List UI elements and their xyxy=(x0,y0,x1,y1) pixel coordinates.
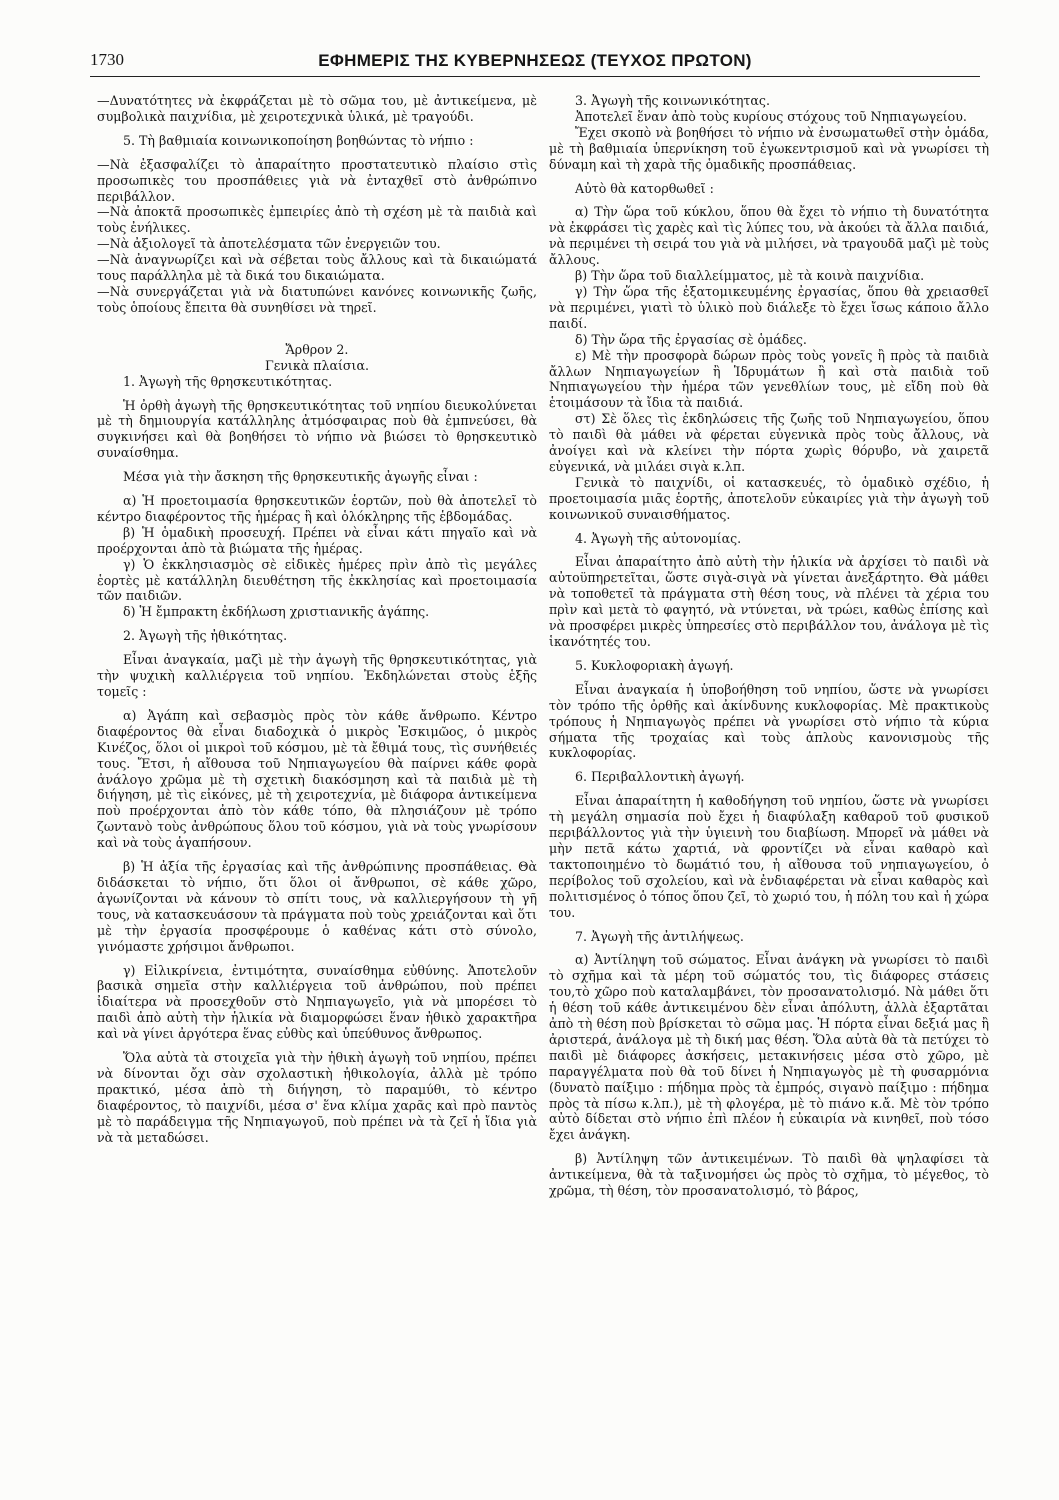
list-item: στ) Σὲ ὅλες τὶς ἐκδηλώσεις τῆς ζωῆς τοῦ Νηπιαγωγείου, ὅπου τὸ παιδὶ θὰ μάθει νὰ φέρεται εὐγενικὰ πρὸς τοὺς ἄλλους, νὰ ἀνοίγει καὶ νὰ κλείνει τὴν πόρτα χωρὶς θόρυβο, νὰ χαιρετᾶ εὐγενικά, νὰ μιλάει σιγὰ κ.λπ. xyxy=(549,411,989,474)
paragraph: Αὐτὸ θὰ κατορθωθεῖ : xyxy=(575,180,714,196)
paragraph: Εἶναι ἀπαραίτητο ἀπὸ αὐτὴ τὴν ἡλικία νὰ ἀρχίσει τὸ παιδὶ νὰ αὐτοϋπηρετεῖται, ὥστε σιγὰ-σιγὰ νὰ γίνεται ἀνεξάρτητο. Θὰ μάθει νὰ τοποθετεῖ τὰ πράγματα στὴ θέση τους, νὰ πλένει τὰ χέρια του πρὶν καὶ μετὰ τὸ φαγητό, νὰ ντύνεται, νὰ τρώει, καθὼς ἐπίσης καὶ νὰ προσφέρει μικρὲς ὑπηρεσίες στὸ περιβάλλον του, ἀνάλογα μὲ τὶς ἱκανότητές του. xyxy=(549,554,989,649)
paragraph: Εἶναι ἀναγκαία, μαζὶ μὲ τὴν ἀγωγὴ τῆς θρησκευτικότητας, γιὰ τὴν ψυχικὴ καλλιέργεια τοῦ νηπίου. Ἐκδηλώνεται στοὺς ἑξῆς τομεῖς : xyxy=(97,652,537,699)
paragraph: —Νὰ ἐξασφαλίζει τὸ ἀπαραίτητο προστατευτικὸ πλαίσιο στὶς προσωπικὲς του προσπάθειες γιὰ νὰ ἐνταχθεῖ στὸ ἀνθρώπινο περιβάλλον. xyxy=(97,156,537,204)
list-item: δ) Ἡ ἔμπρακτη ἐκδήλωση χριστιανικῆς ἀγάπης. xyxy=(123,604,430,620)
paragraph: —Δυνατότητες νὰ ἐκφράζεται μὲ τὸ σῶμα του, μὲ ἀντικείμενα, μὲ συμβολικὰ παιχνίδια, μὲ χειροτεχνικὰ ὑλικά, μὲ τραγούδι. xyxy=(97,93,537,124)
list-item: β) Τὴν ὥρα τοῦ διαλλείμματος, μὲ τὰ κοινὰ παιχνίδια. xyxy=(575,268,925,284)
paragraph: —Νὰ ἀξιολογεῖ τὰ ἀποτελέσματα τῶν ἐνεργειῶν του. xyxy=(97,236,441,252)
list-item: α) Ἀγάπη καὶ σεβασμὸς πρὸς τὸν κάθε ἄνθρωπο. Κέντρο διαφέροντος θὰ εἶναι διαδοχικὰ ὁ μικρὸς Ἐσκιμῶος, ὁ μικρὸς Κινέζος, ὅλοι οἱ μικροὶ τοῦ κόσμου, μὲ τὰ ἔθιμά τους, τὶς συνήθειές τους. Ἔτσι, ἡ αἴθουσα τοῦ Νηπιαγωγείου θὰ παίρνει κάθε φορὰ ἀνάλογο χρῶμα μὲ τὴ σχετικὴ διακόσμηση καὶ τὰ παιδιὰ μὲ τὴ διήγηση, μὲ τὶς εἰκόνες, μὲ τὴ χειροτεχνία, μὲ διάφορα ἀντικείμενα ποὺ προέρχονται ἀπὸ τὸν κάθε τόπο, θὰ πλησιάζουν μὲ τρόπο ζωντανὸ τοὺς ἀνθρώπους ὅλου τοῦ κόσμου, γιὰ νὰ τοὺς γνωρίσουν καὶ νὰ τοὺς ἀγαπήσουν. xyxy=(97,707,537,851)
subsection-heading: 2. Ἀγωγὴ τῆς ἠθικότητας. xyxy=(123,628,288,644)
page-header xyxy=(90,50,980,77)
paragraph: Ἀποτελεῖ ἕναν ἀπὸ τοὺς κυρίους στόχους τοῦ Νηπιαγωγείου. xyxy=(575,108,967,124)
list-item: ε) Μὲ τὴν προσφορὰ δώρων πρὸς τοὺς γονεῖς ἢ πρὸς τὰ παιδιὰ ἄλλων Νηπιαγωγείων ἢ Ἱδρυμάτων ἢ καὶ στὰ παιδιὰ τοῦ Νηπιαγωγείου τὴν ἡμέρα τῶν γενεθλίων τους, μὲ εἴδη ποὺ θὰ ἑτοιμάσουν τὰ ἴδια τὰ παιδιά. xyxy=(549,347,989,411)
right-column xyxy=(549,93,989,1199)
list-item: α) Ἡ προετοιμασία θρησκευτικῶν ἑορτῶν, ποὺ θὰ ἀποτελεῖ τὸ κέντρο διαφέροντος τῆς ἡμέρας ἢ καὶ ὁλόκληρης τῆς ἑβδομάδας. xyxy=(97,493,537,524)
section-heading: Γενικὰ πλαίσια. xyxy=(265,357,369,373)
paragraph: —Νὰ ἀναγνωρίζει καὶ νὰ σέβεται τοὺς ἄλλους καὶ τὰ δικαιώματά τους παράλληλα μὲ τὰ δικά του δικαιώματα. xyxy=(97,252,537,284)
left-column xyxy=(97,93,537,1145)
article-heading: Ἄρθρον 2. xyxy=(285,341,349,357)
list-item: β) Ἡ ἀξία τῆς ἐργασίας καὶ τῆς ἀνθρώπινης προσπάθειας. Θὰ διδάσκεται τὸ νήπιο, ὅτι ὅλοι οἱ ἄνθρωποι, σὲ κάθε χῶρο, ἀγωνίζονται νὰ κάνουν τὸ σπίτι τους, νὰ καλλιεργήσουν τὴ γῆ τους, νὰ κατασκευάσουν τὰ πράγματα ποὺ τοὺς χρειάζονται καὶ ὅτι μὲ τὴν ἐργασία προσφέρουμε ὁ καθένας κάτι στὸ σύνολο, γινόμαστε χρήσιμοι ἄνθρωποι. xyxy=(97,859,537,954)
subsection-heading: 7. Ἀγωγὴ τῆς ἀντιλήψεως. xyxy=(575,928,744,944)
paragraph: Ὅλα αὐτὰ τὰ στοιχεῖα γιὰ τὴν ἠθικὴ ἀγωγὴ τοῦ νηπίου, πρέπει νὰ δίνονται ὄχι σὰν σχολαστικὴ ἠθικολογία, ἀλλὰ μὲ τρόπο πρακτικό, μέσα ἀπὸ τὴ διήγηση, τὸ παραμύθι, τὸ κέντρο διαφέροντος, τὸ παιχνίδι, μέσα σ' ἕνα κλίμα χαρᾶς καὶ πρὸ παντὸς μὲ τὸ παράδειγμα τῆς Νηπιαγωγοῦ, ποὺ πρέπει νὰ τὰ ζεῖ ἡ ἴδια γιὰ νὰ τὰ μεταδώσει. xyxy=(97,1050,537,1145)
subsection-heading: 3. Ἀγωγὴ τῆς κοινωνικότητας. xyxy=(575,93,770,108)
subsection-heading: 1. Ἀγωγὴ τῆς θρησκευτικότητας. xyxy=(123,373,333,389)
numbered-item: 5. Τὴ βαθμιαία κοινωνικοποίηση βοηθώντας τὸ νήπιο : xyxy=(123,132,474,148)
list-item: δ) Τὴν ὥρα τῆς ἐργασίας σὲ ὁμάδες. xyxy=(575,331,807,347)
list-item: β) Ἀντίληψη τῶν ἀντικειμένων. Τὸ παιδὶ θὰ ψηλαφίσει τὰ ἀντικείμενα, θὰ τὰ ταξινομήσει ὡς πρὸς τὸ σχῆμα, τὸ μέγεθος, τὸ χρῶμα, τὴ θέση, τὸν προσανατολισμό, τὸ βάρος, xyxy=(549,1151,989,1199)
list-item: α) Ἀντίληψη τοῦ σώματος. Εἶναι ἀνάγκη νὰ γνωρίσει τὸ παιδὶ τὸ σχῆμα καὶ τὰ μέρη τοῦ σώματός του, τὶς διάφορες στάσεις του,τὸ χῶρο ποὺ καταλαμβάνει, τὸν προσανατολισμό. Νὰ μάθει ὅτι ἡ θέση τοῦ κάθε ἀντικειμένου δὲν εἶναι ἀπόλυτη, ἀλλὰ ἐξαρτᾶται ἀπὸ τὴ θέση ποὺ βρίσκεται τὸ σῶμα μας. Ἡ πόρτα εἶναι δεξιά μας ἢ ἀριστερά, ἀνάλογα μὲ τὴ δική μας θέση. Ὅλα αὐτὰ θὰ τὰ πετύχει τὸ παιδὶ μὲ διάφορες ἀσκήσεις, μετακινήσεις μέσα στὸ χῶρο, μὲ παραγγέλματα ποὺ θὰ τοῦ δίνει ἡ Νηπιαγωγὸς μὲ τὴ φυσαρμόνια (δυνατὸ παίξιμο : πήδημα πρὸς τὰ ἐμπρός, σιγανὸ παίξιμο : πήδημα πρὸς τὰ πίσω κ.λπ.), μὲ τὴ φλογέρα, μὲ τὸ πιάνο κ.ἄ. Μὲ τὸν τρόπο αὐτὸ δίδεται στὸ νήπιο ἐπὶ πλέον ἡ εὐκαιρία νὰ κινηθεῖ, ποὺ τόσο ἔχει ἀνάγκη. xyxy=(549,952,989,1143)
paragraph: Ἔχει σκοπὸ νὰ βοηθήσει τὸ νήπιο νὰ ἐνσωματωθεῖ στὴν ὁμάδα, μὲ τὴ βαθμιαία ὑπερνίκηση τοῦ ἐγωκεντρισμοῦ καὶ νὰ γνωρίσει τὴ δύναμη καὶ τὴ χαρὰ τῆς ὁμαδικῆς προσπάθειας. xyxy=(549,124,989,172)
subsection-heading: 4. Ἀγωγὴ τῆς αὐτονομίας. xyxy=(575,530,742,546)
paragraph: Μέσα γιὰ τὴν ἄσκηση τῆς θρησκευτικῆς ἀγωγῆς εἶναι : xyxy=(123,469,478,485)
paragraph: —Νὰ ἀποκτᾶ προσωπικὲς ἐμπειρίες ἀπὸ τὴ σχέση μὲ τὰ παιδιὰ καὶ τοὺς ἐνήλικες. xyxy=(97,204,537,236)
list-item: γ) Εἰλικρίνεια, ἐντιμότητα, συναίσθημα εὐθύνης. Ἀποτελοῦν βασικὰ σημεῖα στὴν καλλιέργεια τοῦ ἀνθρώπου, ποὺ πρέπει ἰδιαίτερα νὰ προσεχθοῦν στὸ Νηπιαγωγεῖο, γιὰ νὰ μπορέσει τὸ παιδὶ ἀπὸ αὐτὴ τὴν ἡλικία νὰ διαμορφώσει ἕναν ἠθικὸ χαρακτῆρα καὶ νὰ γίνει ἀργότερα ἕνας εὐθὺς καὶ ὑπεύθυνος ἄνθρωπος. xyxy=(97,962,537,1042)
list-item: α) Τὴν ὥρα τοῦ κύκλου, ὅπου θὰ ἔχει τὸ νήπιο τὴ δυνατότητα νὰ ἐκφράσει τὶς χαρὲς καὶ τὶς λύπες του, νὰ ἀκούει τὰ ἄλλα παιδιά, νὰ περιμένει τὴ σειρά του γιὰ νὰ μιλήσει, νὰ τραγουδᾶ μαζὶ μὲ τοὺς ἄλλους. xyxy=(549,204,989,268)
paragraph: Ἡ ὀρθὴ ἀγωγὴ τῆς θρησκευτικότητας τοῦ νηπίου διευκολύνεται μὲ τὴ δημιουργία κατάλληλης ἀτμόσφαιρας ποὺ θὰ ἐμπνεύσει, θὰ συγκινήσει καὶ θὰ βοηθήσει τὸ νήπιο νὰ βιώσει τὸ θρησκευτικὸ συναίσθημα. xyxy=(97,397,537,461)
paragraph: Εἶναι ἀπαραίτητη ἡ καθοδήγηση τοῦ νηπίου, ὥστε νὰ γνωρίσει τὴ μεγάλη σημασία ποὺ ἔχει ἡ διαφύλαξη καθαροῦ τοῦ φυσικοῦ περιβάλλοντος γιὰ τὴν ὑγιεινὴ του διαβίωση. Μπορεῖ νὰ μάθει νὰ μὴν πετᾶ κάτω χαρτιά, νὰ φροντίζει νὰ εἶναι καθαρὸ καὶ τακτοποιημένο τὸ δωμάτιό του, ἡ αἴθουσα τοῦ νηπιαγωγείου, ὁ περίβολος τοῦ σχολείου, καὶ νὰ ἐνδιαφέρεται νὰ εἶναι καθαρὸς καὶ πολιτισμένος ὁ τόπος ὅπου ζεῖ, τὸ χωριό του, ἡ πόλη του καὶ ἡ χώρα του. xyxy=(549,793,989,920)
subsection-heading: 5. Κυκλοφοριακὴ ἀγωγή. xyxy=(575,657,734,673)
gazette-title: ΕΦΗΜΕΡΙΣ ΤΗΣ ΚΥΒΕΡΝΗΣΕΩΣ (ΤΕΥΧΟΣ ΠΡΩΤΟΝ) xyxy=(318,51,752,70)
page-number: 1730 xyxy=(90,50,124,69)
list-item: γ) Ὁ ἐκκλησιασμὸς σὲ εἰδικὲς ἡμέρες πρὶν ἀπὸ τὶς μεγάλες ἑορτὲς μὲ κατάλληλη διευθέτηση τῆς ἐκκλησίας καὶ προετοιμασία τῶν παιδιῶν. xyxy=(97,556,537,604)
list-item: γ) Τὴν ὥρα τῆς ἐξατομικευμένης ἐργασίας, ὅπου θὰ χρειασθεῖ νὰ περιμένει, γιατὶ τὸ ὑλικὸ ποὺ διάλεξε τὸ ἔχει ἴσως κάποιο ἄλλο παιδί. xyxy=(549,283,989,331)
paragraph: Εἶναι ἀναγκαία ἡ ὑποβοήθηση τοῦ νηπίου, ὥστε νὰ γνωρίσει τὸν τρόπο τῆς ὀρθῆς καὶ ἀκίνδυνης κυκλοφορίας. Μὲ πρακτικοὺς τρόπους ἡ Νηπιαγωγὸς πρέπει νὰ γνωρίσει στὸ νήπιο τὰ κύρια σήματα τῆς τροχαίας καὶ τοὺς ἁπλοὺς κανονισμοὺς τῆς κυκλοφορίας. xyxy=(549,681,989,761)
subsection-heading: 6. Περιβαλλοντικὴ ἀγωγή. xyxy=(575,769,745,785)
list-item: β) Ἡ ὁμαδικὴ προσευχή. Πρέπει νὰ εἶναι κάτι πηγαῖο καὶ νὰ προέρχονται ἀπὸ τὰ βιώματα τῆς ἡμέρας. xyxy=(97,524,537,556)
paragraph: —Νὰ συνεργάζεται γιὰ νὰ διατυπώνει κανόνες κοινωνικῆς ζωῆς, τοὺς ὁποίους ἔπειτα θὰ συνηθίσει νὰ τηρεῖ. xyxy=(97,283,537,315)
paragraph: Γενικὰ τὸ παιχνίδι, οἱ κατασκευές, τὸ ὁμαδικὸ σχέδιο, ἡ προετοιμασία μιᾶς ἑορτῆς, ἀποτελοῦν εὐκαιρίες γιὰ τὴν ἀγωγὴ τοῦ κοινωνικοῦ συναισθήματος. xyxy=(549,474,989,522)
